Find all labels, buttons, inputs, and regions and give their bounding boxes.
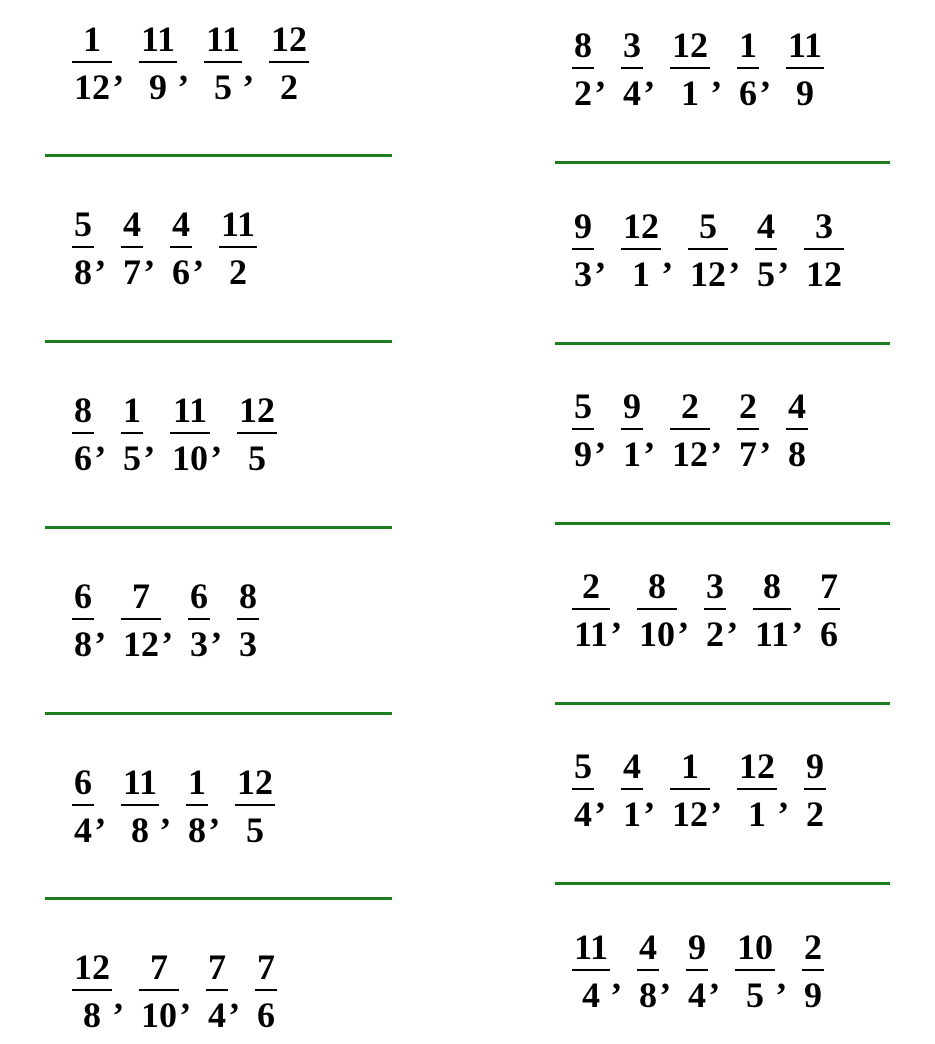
green-divider-line — [555, 882, 890, 885]
fraction-bar — [121, 432, 143, 434]
fraction — [72, 206, 94, 290]
comma-separator: , — [161, 792, 171, 832]
fraction-denominator: 10 — [141, 995, 177, 1035]
problem-row — [0, 946, 467, 1036]
fraction-denominator: 12 — [74, 67, 110, 107]
fraction-denominator: 4 — [208, 995, 226, 1035]
fraction — [572, 388, 594, 472]
fraction — [786, 27, 824, 111]
fraction — [188, 578, 210, 662]
fraction-denominator: 5 — [248, 438, 266, 478]
fraction-bar — [204, 61, 242, 63]
fraction-numerator: 2 — [739, 386, 757, 426]
fraction-numerator: 8 — [74, 390, 92, 430]
fraction — [72, 392, 94, 476]
fraction — [121, 392, 143, 476]
fraction-numerator: 12 — [237, 762, 274, 802]
fraction-bar — [818, 608, 840, 610]
green-divider-line — [45, 712, 392, 715]
fraction-numerator: 9 — [806, 746, 824, 786]
fraction-numerator: 12 — [74, 947, 110, 987]
fraction-denominator: 4 — [688, 975, 707, 1015]
fraction-denominator: 9 — [804, 975, 823, 1015]
fraction — [786, 388, 808, 472]
fraction-denominator: 5 — [746, 975, 765, 1015]
fraction-list — [72, 946, 277, 1036]
comma-separator: , — [96, 420, 105, 460]
fraction-denominator: 6 — [739, 73, 757, 113]
fraction-bar — [804, 248, 844, 250]
fraction-bar — [121, 804, 159, 806]
fraction-bar — [737, 67, 759, 69]
fraction-bar — [572, 608, 610, 610]
fraction-list — [572, 24, 824, 114]
problem-row — [467, 745, 935, 835]
fraction-numerator: 5 — [74, 204, 92, 244]
fraction — [637, 568, 677, 652]
fraction-numerator: 8 — [648, 566, 667, 606]
fraction-numerator: 9 — [574, 206, 592, 246]
fraction-numerator: 10 — [737, 927, 774, 967]
comma-separator: , — [777, 957, 787, 997]
fraction — [139, 21, 177, 105]
fraction — [804, 208, 844, 292]
comma-separator: , — [96, 606, 105, 646]
fraction — [621, 748, 643, 832]
fraction-bar — [572, 969, 610, 971]
fraction-bar — [802, 969, 824, 971]
comma-separator: , — [181, 977, 190, 1017]
fraction-denominator: 12 — [123, 624, 159, 664]
comma-separator: , — [596, 55, 605, 95]
fraction-denominator: 5 — [246, 810, 265, 850]
fraction — [621, 388, 643, 472]
fraction — [186, 764, 208, 848]
fraction-numerator: 11 — [172, 390, 207, 430]
fraction-list — [572, 745, 826, 835]
comma-separator: , — [96, 792, 105, 832]
fraction-denominator: 9 — [574, 434, 592, 474]
fraction-numerator: 11 — [574, 927, 609, 967]
fraction-denominator: 4 — [74, 810, 92, 850]
fraction-denominator: 10 — [172, 438, 208, 478]
fraction-numerator: 4 — [639, 927, 658, 967]
fraction-bar — [670, 788, 710, 790]
fraction-bar — [737, 428, 759, 430]
fraction-numerator: 12 — [239, 390, 275, 430]
fraction-denominator: 1 — [681, 73, 699, 113]
fraction-numerator: 9 — [623, 386, 641, 426]
fraction — [237, 578, 259, 662]
fraction-denominator: 8 — [74, 624, 92, 664]
problem-row — [467, 565, 935, 655]
fraction — [688, 208, 728, 292]
fraction-denominator: 4 — [574, 794, 592, 834]
fraction-numerator: 2 — [804, 927, 823, 967]
fraction-denominator: 11 — [574, 614, 609, 654]
fraction-numerator: 11 — [221, 204, 256, 244]
fraction-bar — [621, 788, 643, 790]
fraction-numerator: 1 — [739, 25, 757, 65]
fraction-denominator: 2 — [574, 73, 592, 113]
fraction — [704, 568, 726, 652]
fraction-numerator: 12 — [271, 19, 308, 59]
green-divider-line — [555, 161, 890, 164]
fraction-numerator: 2 — [582, 566, 600, 606]
fraction-numerator: 4 — [788, 386, 806, 426]
fraction-bar — [186, 804, 208, 806]
fraction — [72, 949, 112, 1033]
comma-separator: , — [212, 420, 221, 460]
fraction — [121, 764, 159, 848]
fraction-bar — [637, 969, 659, 971]
fraction-numerator: 7 — [257, 947, 275, 987]
fraction — [72, 578, 94, 662]
comma-separator: , — [210, 792, 220, 832]
green-divider-line — [45, 340, 392, 343]
fraction-numerator: 12 — [672, 25, 708, 65]
fraction — [237, 392, 277, 476]
fraction — [818, 568, 840, 652]
comma-separator: , — [793, 596, 803, 636]
problem-row — [0, 389, 467, 479]
comma-separator: , — [661, 957, 671, 997]
fraction-denominator: 6 — [820, 614, 839, 654]
fraction-numerator: 6 — [190, 576, 208, 616]
fraction-bar — [621, 248, 661, 250]
fraction-bar — [621, 428, 643, 430]
fraction-numerator: 1 — [188, 762, 207, 802]
green-divider-line — [45, 154, 392, 157]
comma-separator: , — [145, 234, 154, 274]
fraction-bar — [686, 969, 708, 971]
fraction — [255, 949, 277, 1033]
fraction-numerator: 7 — [208, 947, 226, 987]
comma-separator: , — [779, 776, 788, 816]
fraction-numerator: 11 — [206, 19, 241, 59]
problem-row — [467, 24, 935, 114]
fraction-bar — [72, 989, 112, 991]
fraction-bar — [72, 618, 94, 620]
fraction-denominator: 2 — [806, 794, 824, 834]
comma-separator: , — [712, 776, 721, 816]
fraction-numerator: 7 — [150, 947, 168, 987]
fraction-numerator: 4 — [172, 204, 190, 244]
comma-separator: , — [212, 606, 221, 646]
comma-separator: , — [612, 596, 622, 636]
problem-row — [467, 926, 935, 1016]
fraction-list — [72, 575, 259, 665]
fraction-bar — [121, 618, 161, 620]
fraction-denominator: 6 — [257, 995, 275, 1035]
fraction — [755, 208, 777, 292]
fraction-denominator: 9 — [796, 73, 814, 113]
fraction-denominator: 8 — [639, 975, 658, 1015]
fraction-denominator: 3 — [574, 254, 592, 294]
comma-separator: , — [114, 977, 123, 1017]
fraction-bar — [170, 432, 210, 434]
comma-separator: , — [114, 49, 123, 89]
fraction-bar — [704, 608, 726, 610]
fraction-numerator: 12 — [623, 206, 659, 246]
fraction-denominator: 4 — [623, 73, 641, 113]
fraction-list — [72, 203, 257, 293]
fraction-numerator: 1 — [123, 390, 141, 430]
fraction-numerator: 7 — [132, 576, 150, 616]
fraction-list — [572, 565, 840, 655]
fraction-bar — [188, 618, 210, 620]
fraction-numerator: 11 — [788, 25, 823, 65]
fraction — [121, 578, 161, 662]
fraction-denominator: 6 — [172, 252, 190, 292]
fraction — [572, 748, 594, 832]
fraction — [804, 748, 826, 832]
left-column — [0, 0, 467, 1044]
fraction-bar — [786, 428, 808, 430]
fraction — [72, 764, 94, 848]
fraction-denominator: 12 — [672, 794, 708, 834]
fraction-numerator: 5 — [699, 206, 717, 246]
problem-row — [0, 18, 467, 108]
fraction-denominator: 12 — [672, 434, 708, 474]
comma-separator: , — [244, 49, 254, 89]
comma-separator: , — [596, 236, 605, 276]
fraction-list — [572, 205, 844, 295]
fraction-denominator: 2 — [706, 614, 725, 654]
comma-separator: , — [96, 234, 105, 274]
comma-separator: , — [679, 596, 689, 636]
fraction-bar — [139, 989, 179, 991]
fraction-numerator: 4 — [757, 206, 775, 246]
fraction-bar — [572, 248, 594, 250]
fraction-bar — [737, 788, 777, 790]
problem-row — [467, 205, 935, 295]
fraction-denominator: 3 — [190, 624, 208, 664]
fraction-bar — [72, 432, 94, 434]
comma-separator: , — [596, 776, 605, 816]
fraction-numerator: 1 — [83, 19, 101, 59]
fraction-bar — [206, 989, 228, 991]
fraction-numerator: 11 — [141, 19, 176, 59]
comma-separator: , — [663, 236, 672, 276]
fraction — [139, 949, 179, 1033]
fraction — [572, 929, 610, 1013]
fraction-denominator: 7 — [739, 434, 757, 474]
fraction-denominator: 5 — [757, 254, 775, 294]
fraction-list — [72, 18, 309, 108]
comma-separator: , — [712, 416, 721, 456]
fraction-bar — [139, 61, 177, 63]
fraction-denominator: 10 — [639, 614, 676, 654]
green-divider-line — [555, 342, 890, 345]
fraction-bar — [269, 61, 309, 63]
comma-separator: , — [761, 55, 770, 95]
fraction-numerator: 3 — [815, 206, 833, 246]
fraction-bar — [237, 618, 259, 620]
fraction-numerator: 5 — [574, 386, 592, 426]
fraction-bar — [670, 428, 710, 430]
fraction-bar — [735, 969, 775, 971]
fraction-bar — [572, 788, 594, 790]
comma-separator: , — [596, 416, 605, 456]
problem-row — [0, 203, 467, 293]
fraction-numerator: 4 — [623, 746, 641, 786]
fraction-bar — [804, 788, 826, 790]
problem-row — [0, 575, 467, 665]
fraction — [572, 208, 594, 292]
green-divider-line — [555, 702, 890, 705]
fraction-bar — [72, 246, 94, 248]
fraction-numerator: 6 — [74, 762, 92, 802]
fraction-denominator: 12 — [806, 254, 842, 294]
fraction-numerator: 8 — [239, 576, 257, 616]
fraction-bar — [72, 804, 94, 806]
fraction — [621, 27, 643, 111]
fraction — [621, 208, 661, 292]
fraction — [670, 748, 710, 832]
fraction-numerator: 8 — [574, 25, 592, 65]
fraction-denominator: 8 — [788, 434, 806, 474]
fraction-bar — [572, 428, 594, 430]
comma-separator: , — [728, 596, 738, 636]
fraction-denominator: 4 — [582, 975, 600, 1015]
fraction — [637, 929, 659, 1013]
comma-separator: , — [163, 606, 172, 646]
problem-row — [0, 761, 467, 851]
comma-separator: , — [145, 420, 154, 460]
fraction-numerator: 3 — [706, 566, 725, 606]
comma-separator: , — [730, 236, 739, 276]
fraction-numerator: 8 — [763, 566, 782, 606]
fraction — [219, 206, 257, 290]
comma-separator: , — [645, 416, 654, 456]
fraction — [737, 748, 777, 832]
fraction — [170, 206, 192, 290]
fraction — [753, 568, 791, 652]
fraction-bar — [572, 67, 594, 69]
comma-separator: , — [779, 236, 788, 276]
fraction-list — [72, 761, 275, 851]
fraction-denominator: 6 — [74, 438, 92, 478]
fraction-denominator: 8 — [131, 810, 149, 850]
fraction-denominator: 5 — [123, 438, 141, 478]
fraction-bar — [621, 67, 643, 69]
fraction-list — [572, 385, 808, 475]
fraction-denominator: 7 — [123, 252, 141, 292]
fraction-denominator: 8 — [74, 252, 92, 292]
fraction — [670, 27, 710, 111]
comma-separator: , — [179, 49, 189, 89]
fraction-numerator: 7 — [820, 566, 839, 606]
fraction-denominator: 1 — [748, 794, 766, 834]
fraction-bar — [670, 67, 710, 69]
fraction-list — [72, 389, 277, 479]
fraction-numerator: 12 — [739, 746, 775, 786]
fraction — [735, 929, 775, 1013]
fraction-numerator: 5 — [574, 746, 592, 786]
fraction — [204, 21, 242, 105]
problem-row — [467, 385, 935, 475]
fraction-list — [572, 926, 824, 1016]
fraction-numerator: 2 — [681, 386, 699, 426]
fraction-denominator: 1 — [623, 794, 641, 834]
fraction-bar — [219, 246, 257, 248]
fraction — [235, 764, 275, 848]
fraction-numerator: 1 — [681, 746, 699, 786]
comma-separator: , — [612, 957, 622, 997]
fraction-bar — [786, 67, 824, 69]
fraction — [72, 21, 112, 105]
fraction-denominator: 8 — [83, 995, 101, 1035]
green-divider-line — [45, 897, 392, 900]
fraction-denominator: 5 — [214, 67, 233, 107]
fraction-bar — [237, 432, 277, 434]
fraction-bar — [235, 804, 275, 806]
fraction — [170, 392, 210, 476]
fraction-denominator: 12 — [690, 254, 726, 294]
fraction-numerator: 4 — [123, 204, 141, 244]
fraction — [121, 206, 143, 290]
comma-separator: , — [712, 55, 721, 95]
fraction-denominator: 2 — [229, 252, 247, 292]
comma-separator: , — [194, 234, 203, 274]
fraction-numerator: 9 — [688, 927, 707, 967]
green-divider-line — [555, 522, 890, 525]
green-divider-line — [45, 526, 392, 529]
fraction — [802, 929, 824, 1013]
fraction-bar — [255, 989, 277, 991]
fraction-numerator: 11 — [123, 762, 158, 802]
comma-separator: , — [645, 55, 654, 95]
fraction — [572, 568, 610, 652]
fraction-bar — [72, 61, 112, 63]
fraction-bar — [637, 608, 677, 610]
fraction-bar — [121, 246, 143, 248]
fraction-denominator: 1 — [632, 254, 650, 294]
fraction — [572, 27, 594, 111]
comma-separator: , — [761, 416, 770, 456]
fraction-bar — [753, 608, 791, 610]
fraction-denominator: 8 — [188, 810, 207, 850]
fraction-denominator: 11 — [755, 614, 790, 654]
fraction — [269, 21, 309, 105]
fraction-denominator: 1 — [623, 434, 641, 474]
fraction-bar — [755, 248, 777, 250]
comma-separator: , — [710, 957, 720, 997]
fraction — [686, 929, 708, 1013]
fraction-numerator: 3 — [623, 25, 641, 65]
comma-separator: , — [230, 977, 239, 1017]
fraction-numerator: 6 — [74, 576, 92, 616]
fraction-bar — [688, 248, 728, 250]
fraction — [206, 949, 228, 1033]
fraction-bar — [170, 246, 192, 248]
fraction-denominator: 9 — [149, 67, 167, 107]
fraction-denominator: 3 — [239, 624, 257, 664]
fraction — [737, 388, 759, 472]
comma-separator: , — [645, 776, 654, 816]
fraction — [737, 27, 759, 111]
fraction-denominator: 2 — [280, 67, 299, 107]
right-column — [467, 0, 935, 1044]
fraction — [670, 388, 710, 472]
